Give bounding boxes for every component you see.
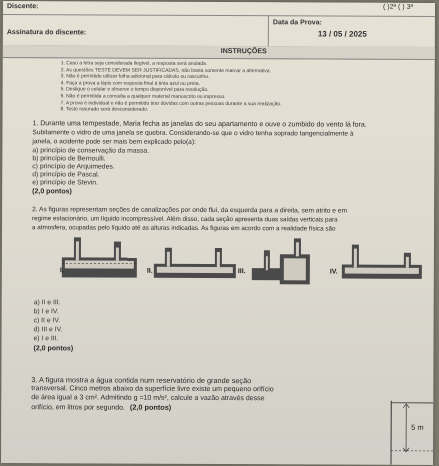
q3-points: (2,0 pontos) xyxy=(129,402,172,412)
q2-option-a: a) II e III. xyxy=(33,299,61,307)
data-prova-label: Data da Prova: xyxy=(272,19,322,27)
figure-label-1: I. xyxy=(59,267,64,275)
question-3-line: orifício, em litros por segundo. xyxy=(31,404,126,412)
q2-option-b: b) I e IV. xyxy=(33,308,59,316)
figure-label-2: II. xyxy=(146,267,153,275)
figure-3-pipe xyxy=(252,238,310,284)
q1-option-b: b) princípio de Bernoulli. xyxy=(32,155,106,163)
instruction-item: 8. Teste rasurado será desconsiderado. xyxy=(60,106,149,113)
instruction-item: 5. Desligue o celular e observe o tempo disponível para resolução. xyxy=(60,86,209,94)
instruction-item: 4. Faça a prova a lápis com resposta final à tinta azul ou preta. xyxy=(60,80,200,87)
assinatura-label: Assinatura do discente: xyxy=(6,29,87,37)
q1-option-a: a) princípio de conservação da massa. xyxy=(32,147,150,155)
question-1-line: Subitamente o vidro de uma janela se quebra. Considerando-se que o vidro tenha soprado tangencialmente à xyxy=(32,129,354,138)
question-3-line: transversal. Cinco metros abaixo da superfície livre existe um pequeno orifício xyxy=(31,385,274,394)
q2-points: (2,0 pontos) xyxy=(33,345,74,353)
instruction-item: 1. Caso a letra seja considerada ilegível, a resposta será anulada. xyxy=(60,60,208,67)
q2-option-d: d) III e IV. xyxy=(33,326,63,334)
instruction-item: 3. Não é permitido utilizar folha adicional para cálculo ou rascunho. xyxy=(60,73,210,81)
figure-2-pipe xyxy=(154,248,236,278)
figure-label-4: IV. xyxy=(329,268,338,276)
instrucoes-title: INSTRUÇÕES xyxy=(220,48,267,56)
question-1-line: janela, o acidente pode ser mais bem explicado pelo(a): xyxy=(32,138,196,146)
data-prova-value: 13 / 05 / 2025 xyxy=(317,29,367,39)
instruction-item: 2. As questões TESTE DEVEM SER JUSTIFICADAS, não basta somente marcar a alternativa. xyxy=(60,66,272,74)
q2-option-c: c) II e IV. xyxy=(33,317,61,325)
question-1-line: 1. Durante uma tempestade, Maria fecha as janelas do seu apartamento e ouve o zumbido do vento lá fora. xyxy=(32,120,367,129)
question-2-line: a atmosfera, ocupadas pelo líquido até as alturas indicadas. As figuras em acordo com a realidade física são xyxy=(32,224,336,233)
question-3-line: de área igual a 3 cm². Admitindo g =10 m/s², calcule a vazão através desse xyxy=(31,394,265,403)
q1-points: (2,0 pontos) xyxy=(32,188,72,196)
question-2-line: 2. As figuras representam seções de canalizações por onde flui, da esquerda para a direita, sem atrito e em xyxy=(32,206,347,215)
figure-4-pipe xyxy=(342,245,422,279)
exam-sheet xyxy=(1,1,435,465)
instruction-item: 6. Não é permitida a consulta a qualquer material manuscrito ou impresso. xyxy=(60,93,226,101)
figure-label-3: III. xyxy=(237,268,246,276)
instruction-item: 7. A prova é individual e não é permitido tirar dúvidas com outras pessoas durante a sua realização. xyxy=(60,99,282,107)
question-2-line: regime estacionário, um líquido incompressível. Além disso, cada seção apresenta duas saídas verticais para xyxy=(32,215,338,224)
q1-option-c: c) princípio de Arquimedes. xyxy=(32,163,115,171)
question-3-text xyxy=(31,375,381,414)
q1-option-e: e) princípio de Stevin. xyxy=(32,179,98,187)
reservoir-depth-label: 5 m xyxy=(411,422,424,432)
q1-option-d: d) princípio de Pascal. xyxy=(32,171,100,179)
question-3-line: 3. A figura mostra a água contida num reservatório de grande seção xyxy=(31,375,252,386)
reservoir-figure xyxy=(391,401,433,465)
discente-label: Discente: xyxy=(6,3,39,11)
q2-option-e: e) I e III. xyxy=(33,335,59,343)
corner-mark: ( )2ª ( ) 3ª xyxy=(382,3,414,11)
figure-1-pipe xyxy=(59,237,137,277)
